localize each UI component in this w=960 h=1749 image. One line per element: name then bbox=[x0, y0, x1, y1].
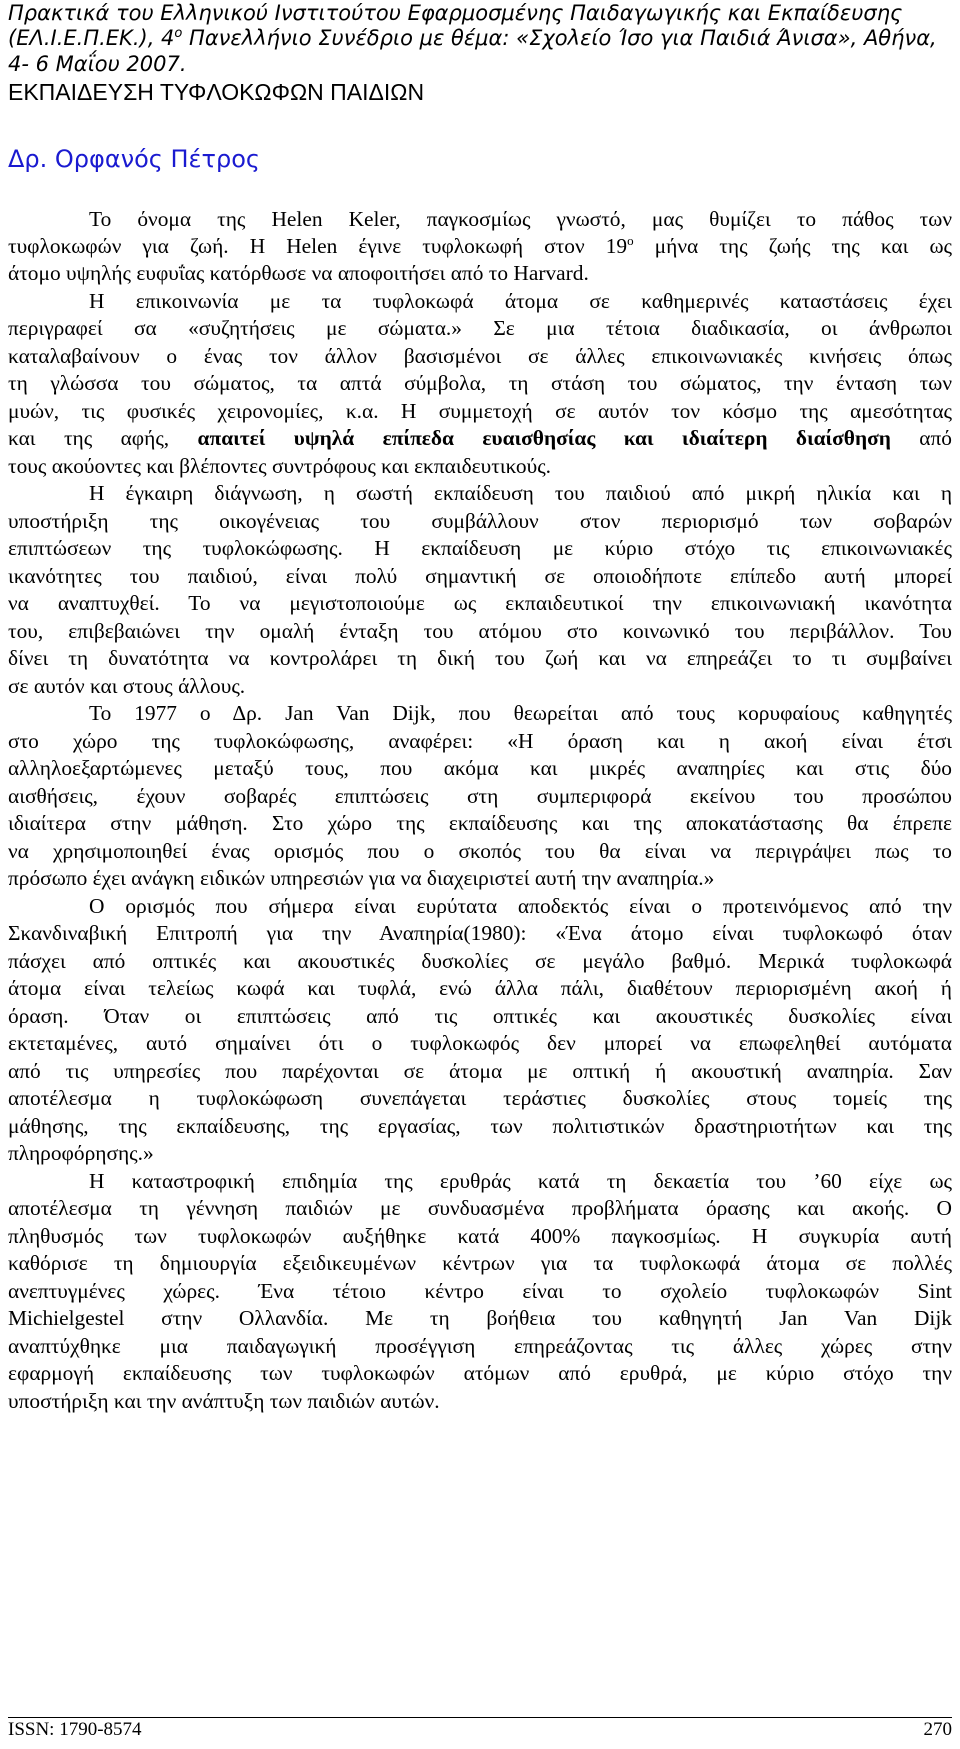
body-line: να χρησιμοποιηθεί ένας ορισμός που ο σκοπός του θα είναι να περιγράψει πως το bbox=[8, 839, 952, 863]
body-line: Ο ορισμός που σήμερα είναι ευρύτατα αποδεκτός είναι ο προτεινόμενος από την bbox=[89, 894, 952, 918]
footer-issn: ISSN: 1790-8574 bbox=[8, 1719, 142, 1740]
body-line: αλληλοεξαρτώμενες μεταξύ τους, που ακόμα και μικρές αναπηρίες και στις δύο bbox=[8, 756, 952, 780]
header-line-2-text: (ΕΛ.Ι.Ε.Π.ΕΚ.), 4 bbox=[8, 26, 175, 50]
body-line: Το όνομα της Helen Keler, παγκοσμίως γνωστό, μας θυμίζει το πάθος των bbox=[89, 207, 952, 231]
body-line bbox=[8, 423, 952, 453]
body-line: αναπτύχθηκε μια παιδαγωγική προσέγγιση επηρεάζοντας τις άλλες χώρες στην bbox=[8, 1334, 952, 1358]
body-line: Σκανδιναβική Επιτροπή για την Αναπηρία(1980): «Ένα άτομο είναι τυφλοκωφό όταν bbox=[8, 921, 952, 945]
body-line: από τις υπηρεσίες που παρέχονται σε άτομα με οπτική ή ακουστική αναπηρία. Σαν bbox=[8, 1059, 952, 1083]
body-line: Η καταστροφική επιδημία της ερυθράς κατά τη δεκαετία του ’60 είχε ως bbox=[89, 1169, 952, 1193]
body-line: Το 1977 ο Δρ. Jan Van Dijk, που θεωρείται από τους κορυφαίους καθηγητές bbox=[89, 701, 952, 725]
body-line: τη γλώσσα του σώματος, τα απτά σύμβολα, τη στάση του σώματος, την ένταση των bbox=[8, 371, 952, 395]
body-text: τυφλοκωφών για ζωή. Η Helen έγινε τυφλοκωφή στον 19 bbox=[8, 234, 628, 258]
body-line: να αναπτυχθεί. Το να μεγιστοποιούμε ως εκπαιδευτικοί την επικοινωνιακή ικανότητα bbox=[8, 591, 952, 615]
body-line: Η έγκαιρη διάγνωση, η σωστή εκπαίδευση του παιδιού από μικρή ηλικία και η bbox=[89, 481, 952, 505]
article-title: ΕΚΠΑΙΔΕΥΣΗ ΤΥΦΛΟΚΩΦΩΝ ΠΑΙΔΙΩΝ bbox=[8, 79, 425, 105]
body-line: αισθήσεις, έχουν σοβαρές επιπτώσεις στη συμπεριφορά εκείνου του προσώπου bbox=[8, 784, 952, 808]
body-line: αποτέλεσμα τη γέννηση παιδιών με συνδυασμένα προβλήματα όρασης και ακοής. Ο bbox=[8, 1196, 952, 1220]
header-line-2-rest: Πανελλήνιο Συνέδριο με θέμα: «Σχολείο Ίσο για Παιδιά Άνισα», Αθήνα, bbox=[182, 26, 937, 50]
body-line: ανεπτυγμένες χώρες. Ένα τέτοιο κέντρο είναι το σχολείο τυφλοκωφών Sint bbox=[8, 1279, 952, 1303]
body-line: περιγραφεί σα «συζητήσεις με σώματα.» Σε μια τέτοια διαδικασία, οι άνθρωποι bbox=[8, 316, 952, 340]
body-line: πρόσωπο έχει ανάγκη ειδικών υπηρεσιών για να διαχειριστεί αυτή την αναπηρία.» bbox=[8, 866, 715, 890]
body-line: όραση. Όταν οι επιπτώσεις από τις οπτικές και ακουστικές δυσκολίες είναι bbox=[8, 1004, 952, 1028]
body-line: ικανότητες του παιδιού, είναι πολύ σημαντική σε οποιοδήποτε επίπεδο αυτή μπορεί bbox=[8, 564, 952, 588]
body-line: αποτέλεσμα η τυφλοκώφωση συνεπάγεται τεράστιες δυσκολίες στους τομείς της bbox=[8, 1086, 952, 1110]
body-line: δίνει τη δυνατότητα να κοντρολάρει τη δική του ζωή και να επηρεάζει το τι συμβαίνει bbox=[8, 646, 952, 670]
body-line: άτομα είναι τελείως κωφά και τυφλά, ενώ άλλα πάλι, διαθέτουν περιορισμένη ακοή ή bbox=[8, 976, 952, 1000]
body-line: Michielgestel στην Ολλανδία. Με τη βοήθεια του καθηγητή Jan Van Dijk bbox=[8, 1306, 952, 1330]
header-line-1: Πρακτικά του Ελληνικού Ινστιτούτου Εφαρμοσμένης Παιδαγωγικής και Εκπαίδευσης bbox=[8, 1, 903, 25]
body-line: επιπτώσεων της τυφλοκώφωσης. Η εκπαίδευση με κύριο στόχο τις επικοινωνιακές bbox=[8, 536, 952, 560]
body-line: εφαρμογή εκπαίδευσης των τυφλοκωφών ατόμων από ερυθρά, με κύριο στόχο την bbox=[8, 1361, 952, 1385]
body-line: τους ακούοντες και βλέποντες συντρόφους και εκπαιδευτικούς. bbox=[8, 454, 552, 478]
body-line: μάθησης, της εκπαίδευσης, της εργασίας, των πολιτιστικών δραστηριοτήτων και της bbox=[8, 1114, 952, 1138]
body-line: άτομο υψηλής ευφυΐας κατόρθωσε να αποφοιτήσει από το Harvard. bbox=[8, 261, 589, 285]
body-line: μυών, τις φυσικές χειρονομίες, κ.α. Η συμμετοχή σε αυτόν τον κόσμο της αμεσότητας bbox=[8, 399, 952, 423]
body-line: πληθυσμός των τυφλοκωφών αυξήθηκε κατά 400% παγκοσμίως. Η συγκυρία αυτή bbox=[8, 1224, 952, 1248]
emphasized-text: απαιτεί υψηλά επίπεδα ευαισθησίας και ιδιαίτερη διαίσθηση bbox=[197, 426, 891, 450]
body-line: υποστήριξη και την ανάπτυξη των παιδιών αυτών. bbox=[8, 1389, 440, 1413]
body-line: εκτεταμένες, αυτό σημαίνει ότι ο τυφλοκωφός δεν μπορεί να επωφεληθεί αυτόματα bbox=[8, 1031, 952, 1055]
body-text: από bbox=[919, 426, 952, 450]
body-text: και της αφής, bbox=[8, 426, 170, 450]
body-line: πληροφόρησης.» bbox=[8, 1141, 154, 1165]
body-text: μήνα της ζωής της και ως bbox=[633, 234, 952, 258]
page-number: 270 bbox=[923, 1719, 952, 1740]
body-line: ιδιαίτερα στην μάθηση. Στο χώρο της εκπαίδευσης και της αποκατάστασης θα έπρεπε bbox=[8, 811, 952, 835]
superscript: ο bbox=[627, 232, 634, 248]
body-line: καταλαβαίνουν ο ένας τον άλλον βασισμένοι σε άλλες επικοινωνιακές κινήσεις όπως bbox=[8, 344, 952, 368]
header-line-2 bbox=[8, 27, 952, 50]
body-line: του, επιβεβαιώνει την ομαλή ένταξη του ατόμου στο κοινωνικό του περιβάλλον. Του bbox=[8, 619, 952, 643]
article-author: Δρ. Ορφανός Πέτρος bbox=[8, 145, 260, 173]
header-line-3: 4- 6 Μαΐου 2007. bbox=[8, 52, 187, 76]
body-line bbox=[8, 231, 952, 261]
body-line: σε αυτόν και στους άλλους. bbox=[8, 674, 246, 698]
body-line: Η επικοινωνία με τα τυφλοκωφά άτομα σε καθημερινές καταστάσεις έχει bbox=[89, 289, 952, 313]
body-line: πάσχει από οπτικές και ακουστικές δυσκολίες σε μεγάλο βαθμό. Μερικά τυφλοκωφά bbox=[8, 949, 952, 973]
body-line: καθόρισε τη δημιουργία εξειδικευμένων κέντρων για τα τυφλοκωφά άτομα σε πολλές bbox=[8, 1251, 952, 1275]
footer-divider bbox=[8, 1717, 952, 1718]
body-line: υποστήριξη της οικογένειας του συμβάλλουν στον περιορισμό των σοβαρών bbox=[8, 509, 952, 533]
body-line: στο χώρο της τυφλοκώφωσης, αναφέρει: «Η όραση και η ακοή είναι έτσι bbox=[8, 729, 952, 753]
header-superscript: ο bbox=[174, 26, 183, 41]
